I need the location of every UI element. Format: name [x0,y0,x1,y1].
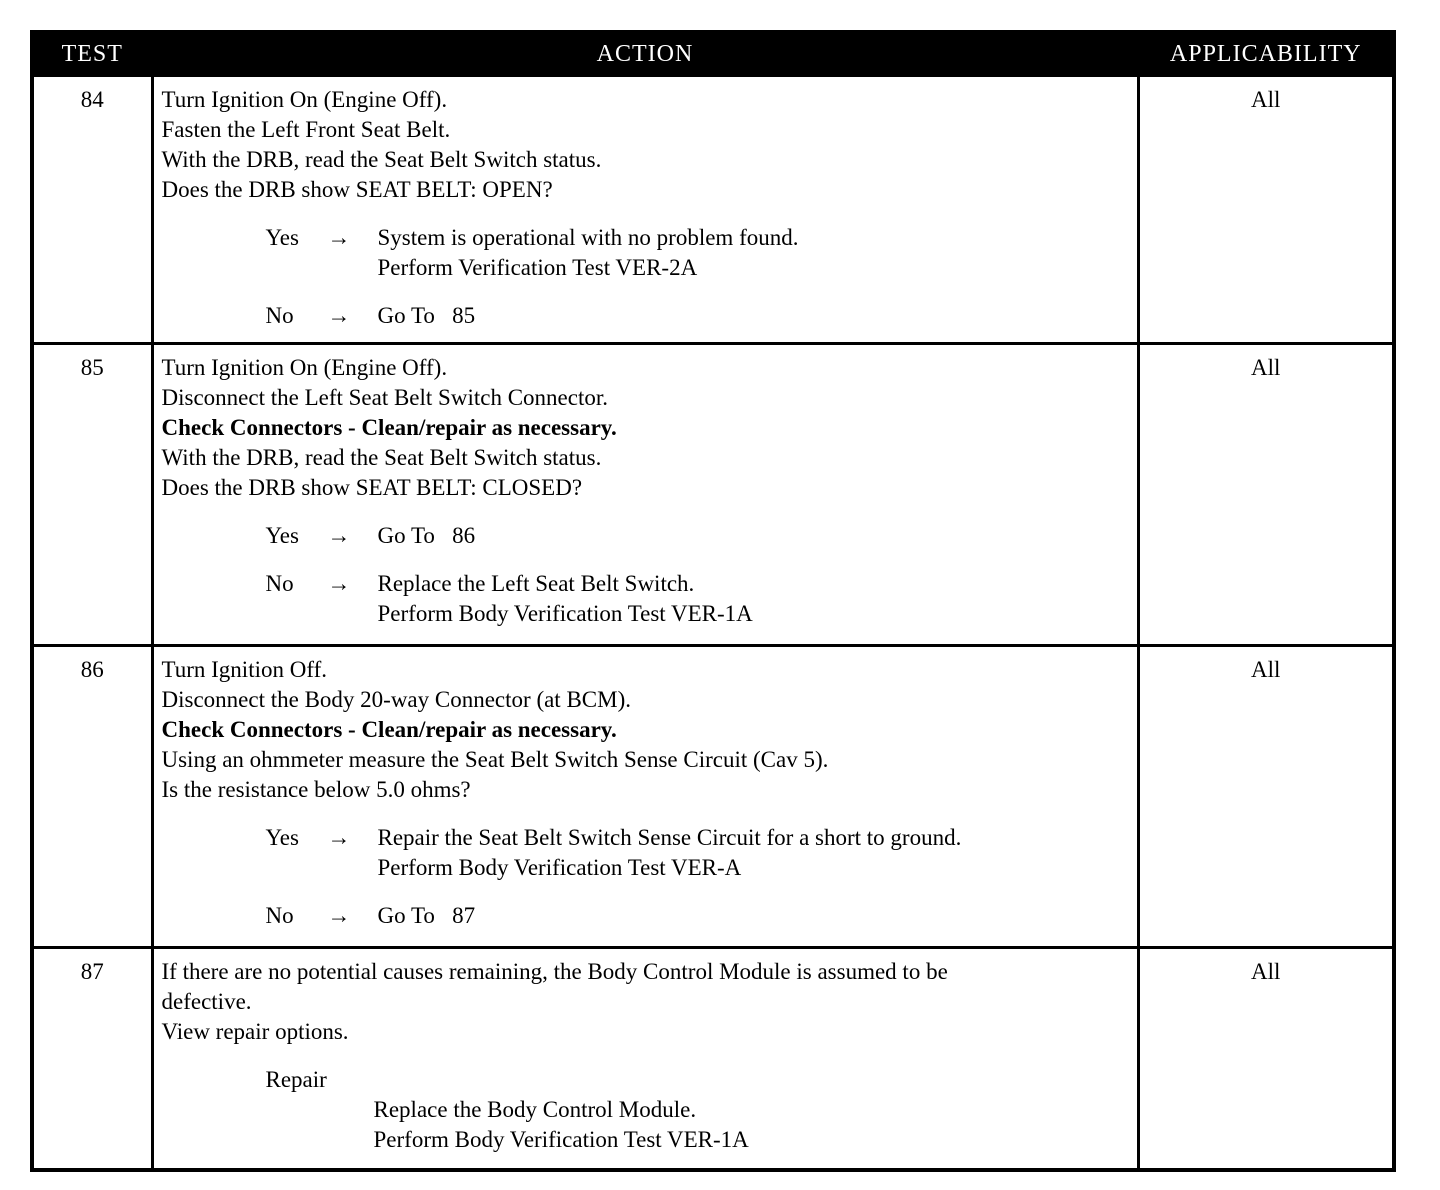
repair-step: Replace the Body Control Module. [373,1097,697,1122]
action-step: Using an ohmmeter measure the Seat Belt Switch Sense Circuit (Cav 5). [161,747,829,772]
test-number: 85 [32,344,152,646]
no-branch [266,901,1129,931]
no-result: Go To 87 [377,903,476,928]
table-row [32,948,1394,1170]
diagnostic-procedure-page [30,30,1398,1172]
action-step-emphasis: Check Connectors - Clean/repair as necessary. [161,415,617,440]
action-step: Disconnect the Left Seat Belt Switch Connector. [161,385,608,410]
header-test: TEST [32,32,152,76]
repair-block [266,1065,1129,1155]
yes-label: Yes [265,523,299,548]
action-step: If there are no potential causes remaining, the Body Control Module is assumed to be [161,959,948,984]
yes-branch [266,223,1129,283]
no-label: No [265,903,294,928]
yes-result: Repair the Seat Belt Switch Sense Circuit for a short to ground. [377,825,962,850]
action-step: Does the DRB show SEAT BELT: CLOSED? [161,475,583,500]
action-step: Does the DRB show SEAT BELT: OPEN? [161,177,553,202]
applicability-cell: All [1138,344,1394,646]
yes-branch [266,823,1129,883]
applicability-cell: All [1138,646,1394,948]
action-step: View repair options. [161,1019,349,1044]
arrow-right-icon: → [327,523,351,548]
table-row [32,344,1394,646]
action-step: With the DRB, read the Seat Belt Switch status. [161,445,602,470]
yes-result: Perform Verification Test VER-2A [377,255,698,280]
no-result: Replace the Left Seat Belt Switch. [377,571,695,596]
action-cell [152,76,1138,344]
action-step: Turn Ignition On (Engine Off). [161,87,448,112]
applicability-cell: All [1138,948,1394,1170]
yes-label: Yes [265,825,299,850]
yes-result: Perform Body Verification Test VER-A [377,855,742,880]
action-cell [152,646,1138,948]
arrow-right-icon: → [327,825,351,850]
table-row [32,76,1394,344]
arrow-right-icon: → [327,303,351,328]
diagnostic-table [30,30,1396,1172]
test-number: 84 [32,76,152,344]
arrow-right-icon: → [327,571,351,596]
arrow-right-icon: → [327,225,351,250]
action-step: Disconnect the Body 20-way Connector (at BCM). [161,687,631,712]
yes-label: Yes [265,225,299,250]
yes-result: System is operational with no problem found. [377,225,799,250]
no-result: Perform Body Verification Test VER-1A [377,601,753,626]
header-action: ACTION [152,32,1138,76]
answer-block [266,223,1129,331]
repair-step: Perform Body Verification Test VER-1A [373,1127,749,1152]
action-cell [152,344,1138,646]
applicability-cell: All [1138,76,1394,344]
table-row [32,646,1394,948]
yes-branch [266,521,1129,551]
table-header-row [32,32,1394,76]
arrow-right-icon: → [327,903,351,928]
yes-result: Go To 86 [377,523,476,548]
action-step: Fasten the Left Front Seat Belt. [161,117,451,142]
action-step-emphasis: Check Connectors - Clean/repair as necessary. [161,717,617,742]
action-step: defective. [161,989,252,1014]
answer-block [266,823,1129,931]
no-branch [266,301,1129,331]
header-applicability: APPLICABILITY [1138,32,1394,76]
action-step: Turn Ignition Off. [161,657,327,682]
no-branch [266,569,1129,629]
no-result: Go To 85 [377,303,476,328]
no-label: No [265,303,294,328]
action-step: Is the resistance below 5.0 ohms? [161,777,471,802]
test-number: 87 [32,948,152,1170]
action-cell [152,948,1138,1170]
no-label: No [265,571,294,596]
repair-label: Repair [265,1067,327,1092]
action-step: With the DRB, read the Seat Belt Switch status. [161,147,602,172]
action-step: Turn Ignition On (Engine Off). [161,355,448,380]
test-number: 86 [32,646,152,948]
answer-block [266,521,1129,629]
